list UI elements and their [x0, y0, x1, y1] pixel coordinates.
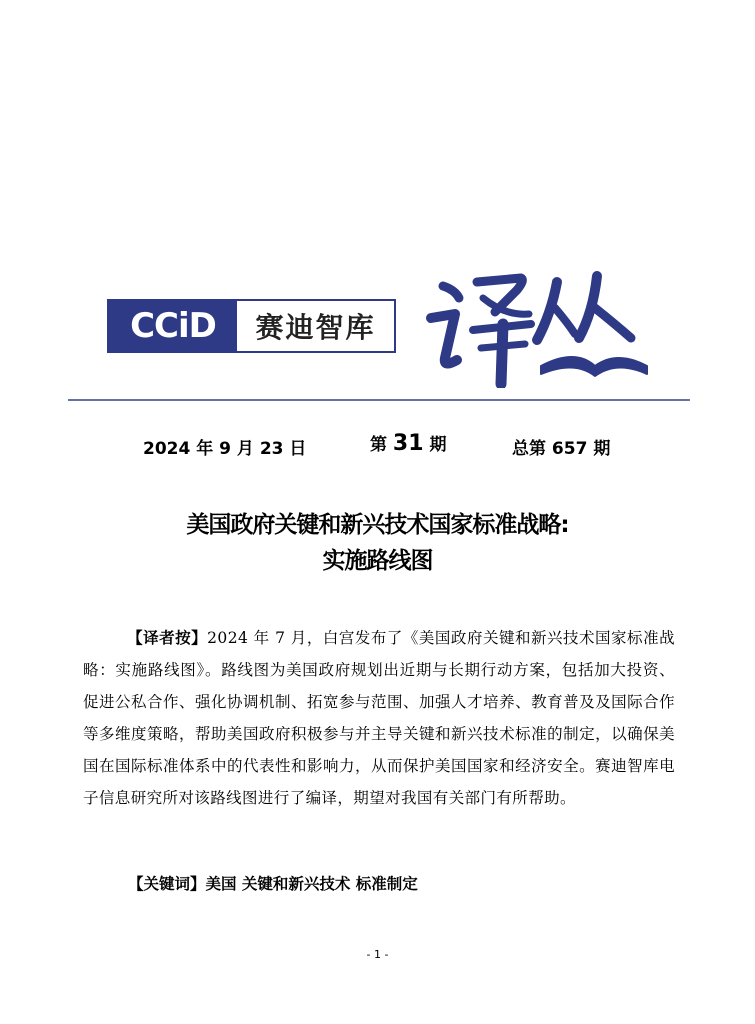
logo-mark: CCiD	[109, 301, 237, 351]
header-divider	[68, 399, 690, 401]
series-calligraphy-logo	[425, 268, 655, 388]
page-number: - 1 -	[366, 948, 389, 961]
issue-suffix: 期	[429, 435, 447, 455]
keywords	[128, 872, 418, 894]
translator-note-body: 2024 年 7 月，白宫发布了《美国政府关键和新兴技术国家标准战略：实施路线图》。路线图为美国政府规划出近期与长期行动方案，包括加大投资、促进公私合作、强化协调机制、拓宽参与范围、加强人才培养、教育普及及国际合作等多维度策略，帮助美国政府积极参与并主导关键和新兴技术标准的制定，以确保美国在国际标准体系中的代表性和影响力，从而保护美国国家和经济安全。赛迪智库电子信息研究所对该路线图进行了编译，期望对我国有关部门有所帮助。	[83, 629, 675, 807]
issue-number-value: 31	[392, 431, 424, 456]
issue-line	[0, 431, 755, 464]
issue-date: 2024 年 9 月 23 日	[143, 439, 307, 459]
document-title-line1: 美国政府关键和新兴技术国家标准战略:	[186, 512, 569, 538]
issue-total: 总第 657 期	[512, 439, 611, 459]
keywords-text: 美国 关键和新兴技术 标准制定	[205, 875, 418, 893]
translator-note	[83, 622, 675, 814]
keywords-label: 【关键词】	[128, 875, 206, 893]
issue-prefix: 第	[370, 435, 387, 455]
ccid-logo	[107, 299, 396, 353]
translator-note-label: 【译者按】	[127, 629, 208, 647]
org-name: 赛迪智库	[255, 311, 376, 344]
issue-number	[370, 430, 446, 456]
document-title-line2: 实施路线图	[322, 548, 433, 574]
